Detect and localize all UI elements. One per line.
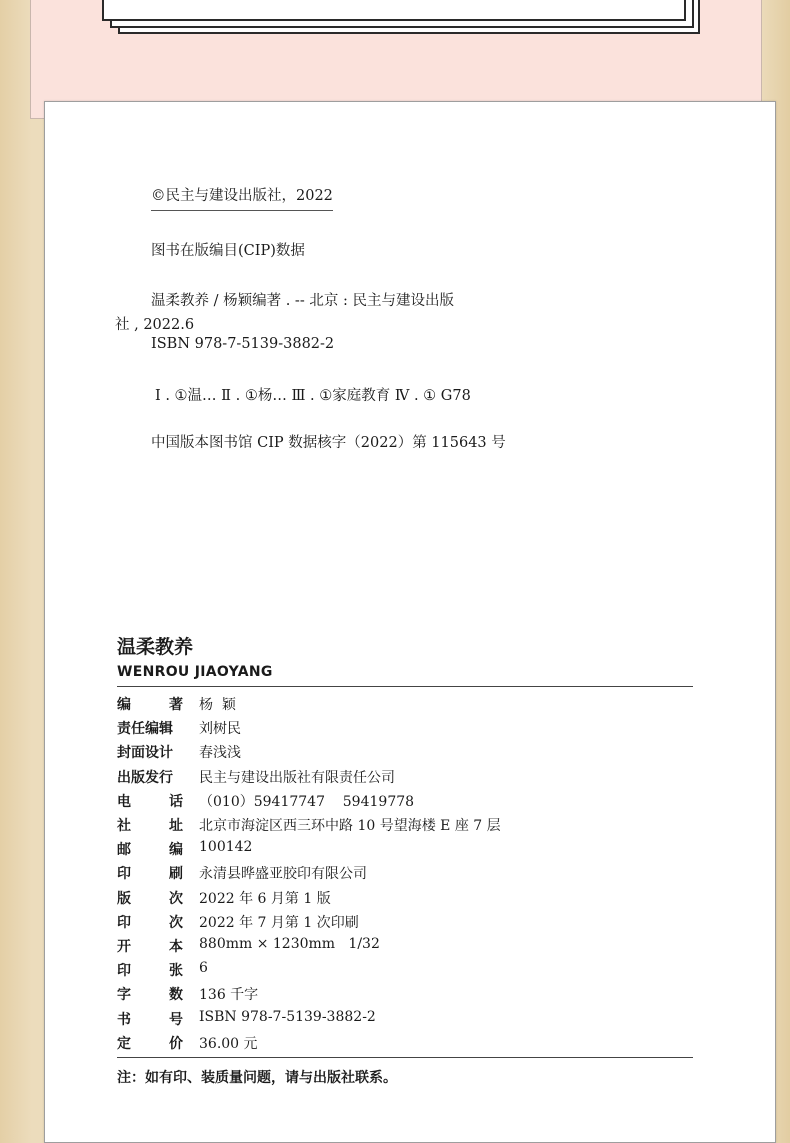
copyright-page bbox=[44, 101, 776, 1143]
cip-heading: 图书在版编目(CIP)数据 bbox=[151, 243, 305, 259]
info-label-part: 邮 bbox=[117, 842, 131, 859]
info-value: 民主与建设出版社有限责任公司 bbox=[199, 769, 395, 786]
info-value: 36.00 元 bbox=[199, 1035, 258, 1052]
info-label bbox=[117, 718, 183, 738]
info-value: 春浅浅 bbox=[199, 745, 241, 762]
cip-isbn: ISBN 978-7-5139-3882-2 bbox=[151, 336, 335, 352]
divider-line bbox=[117, 686, 693, 687]
info-label-part: 印 bbox=[117, 914, 131, 931]
info-label-part: 编 bbox=[169, 842, 183, 859]
quality-note: 注：如有印、装质量问题，请与出版社联系。 bbox=[117, 1070, 397, 1086]
info-value: 北京市海淀区西三环中路 10 号望海楼 E 座 7 层 bbox=[199, 818, 501, 834]
info-value: 刘树民 bbox=[199, 721, 241, 738]
info-label-part: 社 bbox=[117, 818, 131, 834]
info-value: 杨 颖 bbox=[199, 697, 236, 713]
info-value: 2022 年 7 月第 1 次印刷 bbox=[199, 914, 359, 931]
info-value: （010）59417747 59419778 bbox=[199, 793, 415, 810]
stacked-page-card bbox=[102, 0, 686, 21]
info-label-part: 书 bbox=[117, 1011, 131, 1028]
info-value: 880mm × 1230mm 1/32 bbox=[199, 936, 380, 952]
info-label bbox=[117, 984, 183, 1004]
info-label bbox=[117, 791, 183, 811]
info-value: 永清县晔盛亚胶印有限公司 bbox=[199, 866, 367, 883]
book-pinyin-title: WENROU JIAOYANG bbox=[117, 664, 273, 680]
info-label-part: 号 bbox=[169, 1011, 183, 1028]
info-label-part: 字 bbox=[117, 987, 131, 1004]
info-label-part: 出版发行 bbox=[117, 769, 173, 786]
book-title: 温柔教养 bbox=[117, 636, 194, 658]
info-label-part: 次 bbox=[169, 914, 183, 931]
info-label-part: 次 bbox=[169, 890, 183, 907]
info-label bbox=[117, 815, 183, 835]
info-label bbox=[117, 742, 183, 762]
copyright-line: ©民主与建设出版社，2022 bbox=[151, 184, 333, 211]
divider-line bbox=[117, 1057, 693, 1058]
info-label bbox=[117, 912, 183, 932]
cip-entry-line-2: 社 , 2022.6 bbox=[115, 317, 195, 333]
info-label-part: 印 bbox=[117, 866, 131, 883]
info-label-part: 著 bbox=[169, 697, 183, 713]
info-label-part: 版 bbox=[117, 890, 131, 907]
info-label bbox=[117, 767, 183, 787]
info-label-part: 印 bbox=[117, 963, 131, 980]
info-value: ISBN 978-7-5139-3882-2 bbox=[199, 1008, 376, 1025]
info-label-part: 开 bbox=[117, 939, 131, 955]
cip-number: 中国版本图书馆 CIP 数据核字（2022）第 115643 号 bbox=[151, 435, 506, 451]
info-label-part: 址 bbox=[169, 818, 183, 834]
info-label bbox=[117, 1009, 183, 1029]
info-label bbox=[117, 888, 183, 908]
info-label-part: 本 bbox=[169, 939, 183, 955]
info-label bbox=[117, 694, 183, 714]
info-label bbox=[117, 936, 183, 956]
info-value: 100142 bbox=[199, 839, 253, 856]
info-label bbox=[117, 839, 183, 859]
info-label-part: 定 bbox=[117, 1035, 131, 1052]
info-label-part: 数 bbox=[169, 987, 183, 1004]
info-label-part: 刷 bbox=[169, 866, 183, 883]
info-label-part: 价 bbox=[169, 1035, 183, 1052]
info-label-part: 电 bbox=[117, 793, 131, 810]
info-value: 136 千字 bbox=[199, 987, 259, 1004]
info-label-part: 责任编辑 bbox=[117, 721, 173, 738]
info-label-part: 张 bbox=[169, 963, 183, 980]
info-value: 6 bbox=[199, 960, 208, 977]
info-value: 2022 年 6 月第 1 版 bbox=[199, 890, 331, 907]
info-label bbox=[117, 960, 183, 980]
info-label bbox=[117, 863, 183, 883]
cip-classification: Ⅰ . ①温… Ⅱ . ①杨… Ⅲ . ①家庭教育 Ⅳ . ① G78 bbox=[155, 388, 471, 404]
info-label bbox=[117, 1033, 183, 1053]
info-label-part: 编 bbox=[117, 697, 131, 713]
info-label-part: 话 bbox=[169, 793, 183, 810]
info-label-part: 封面设计 bbox=[117, 745, 173, 762]
cip-entry-line-1: 温柔教养 / 杨颖编著 . -- 北京 : 民主与建设出版 bbox=[151, 293, 454, 309]
